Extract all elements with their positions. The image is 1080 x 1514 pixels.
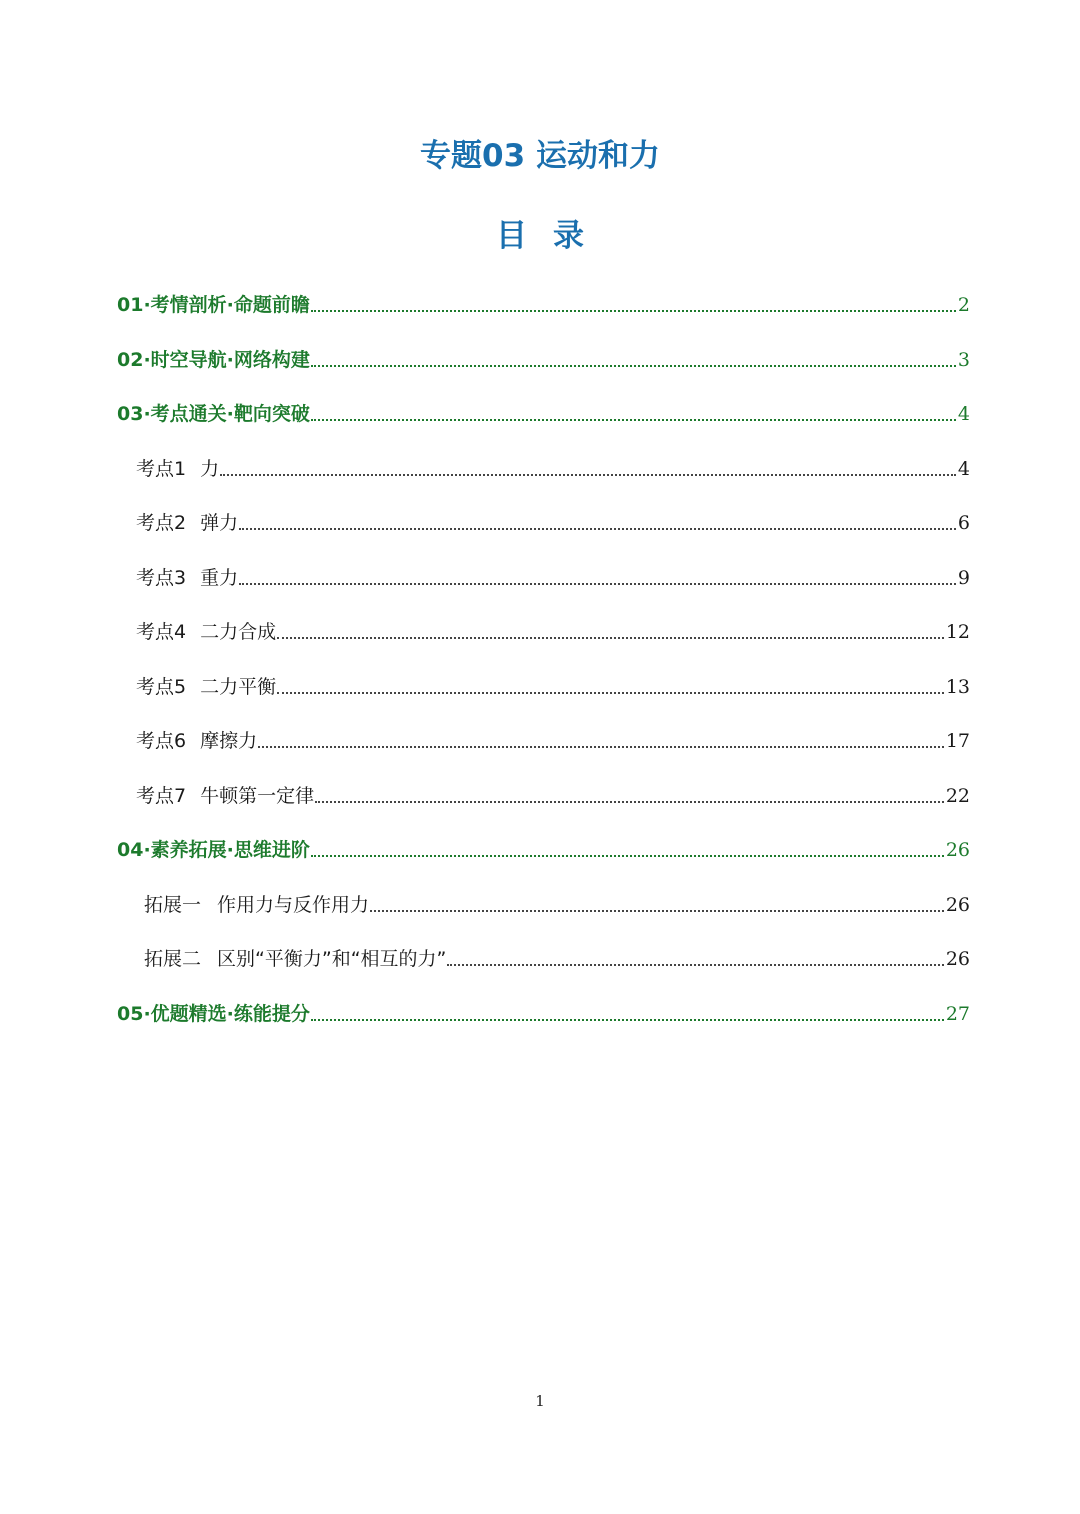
toc-entry[interactable] [0, 339, 970, 375]
toc-entry[interactable] [0, 938, 970, 974]
toc-entry-page: 4 [957, 403, 970, 425]
document-title: 专题03 运动和力 [420, 138, 660, 174]
toc-entry[interactable] [0, 557, 970, 593]
toc-entry-number: 考点6 [136, 730, 187, 752]
toc-entry-label: 01·考情剖析·命题前瞻 [117, 294, 310, 316]
toc-dot-leader [311, 854, 944, 857]
toc-dot-leader [311, 364, 956, 367]
toc-entry-number: 考点2 [136, 512, 187, 534]
toc-entry-title: 二力合成 [200, 621, 277, 643]
toc-dot-leader [258, 745, 944, 748]
toc-entry[interactable] [0, 720, 970, 756]
toc-dot-leader [311, 309, 956, 312]
toc-entry-number: 考点5 [136, 676, 187, 698]
toc-entry[interactable] [0, 884, 970, 920]
toc-dot-leader [239, 582, 956, 585]
toc-entry-page: 17 [945, 730, 970, 752]
toc-entry-label: 04·素养拓展·思维进阶 [117, 839, 310, 861]
toc-dot-leader [277, 636, 944, 639]
toc-dot-leader [220, 473, 956, 476]
toc-dot-leader [315, 800, 944, 803]
toc-entry-number: 考点4 [136, 621, 187, 643]
toc-dot-leader [277, 691, 944, 694]
toc-entry-label [136, 454, 219, 484]
toc-entry-label: 02·时空导航·网络构建 [117, 349, 310, 371]
toc-entry-title: 弹力 [200, 512, 239, 534]
toc-entry[interactable] [0, 448, 970, 484]
toc-entry-title: 牛顿第一定律 [200, 785, 315, 807]
toc-entry-page: 4 [957, 458, 970, 480]
toc-entry-page: 3 [957, 349, 970, 371]
toc-entry-label [136, 781, 314, 811]
toc-entry-title: 重力 [200, 567, 239, 589]
toc-entry-number: 考点3 [136, 567, 187, 589]
toc-entry-title: 摩擦力 [200, 730, 258, 752]
toc-entry-page: 26 [945, 948, 970, 970]
toc-entry-label [136, 672, 276, 702]
toc-entry-label [144, 890, 369, 920]
toc-entry-number: 考点7 [136, 785, 187, 807]
toc-entry-title: 区别“平衡力”和“相互的力” [217, 948, 447, 970]
toc-entry-page: 12 [945, 621, 970, 643]
toc-entry-page: 13 [945, 676, 970, 698]
toc-entry[interactable] [0, 393, 970, 429]
toc-entry-title: 作用力与反作用力 [217, 894, 370, 916]
page-number: 1 [535, 1392, 545, 1410]
toc-entry-number: 考点1 [136, 458, 187, 480]
toc-dot-leader [311, 418, 956, 421]
toc-entry-page: 26 [945, 839, 970, 861]
toc-entry-label: 05·优题精选·练能提分 [117, 1003, 310, 1025]
toc-dot-leader [447, 963, 943, 966]
toc-dot-leader [370, 909, 944, 912]
toc-entry-page: 26 [945, 894, 970, 916]
toc-heading: 目录 [496, 218, 610, 254]
toc-entry-number: 拓展二 [144, 948, 202, 970]
toc-entry-title: 力 [200, 458, 220, 480]
toc-entry[interactable] [0, 502, 970, 538]
toc-entry[interactable] [0, 775, 970, 811]
toc-dot-leader [311, 1018, 944, 1021]
toc-entry-page: 27 [945, 1003, 970, 1025]
toc-entry[interactable] [0, 829, 970, 865]
toc-entry-label [136, 508, 238, 538]
toc-entry-label: 03·考点通关·靶向突破 [117, 403, 310, 425]
toc-entry-label [144, 944, 446, 974]
toc-entry-page: 2 [957, 294, 970, 316]
toc-entry-number: 拓展一 [144, 894, 202, 916]
toc-entry-label [136, 726, 257, 756]
toc-entry-title: 二力平衡 [200, 676, 277, 698]
toc-entry[interactable] [0, 993, 970, 1029]
toc-entry-label [136, 617, 276, 647]
toc-entry[interactable] [0, 666, 970, 702]
toc-entry-page: 9 [957, 567, 970, 589]
toc-entry-page: 6 [957, 512, 970, 534]
toc-entry-page: 22 [945, 785, 970, 807]
toc-entry-label [136, 563, 238, 593]
toc-dot-leader [239, 527, 956, 530]
toc-entry[interactable] [0, 611, 970, 647]
toc-entry[interactable] [0, 284, 970, 320]
